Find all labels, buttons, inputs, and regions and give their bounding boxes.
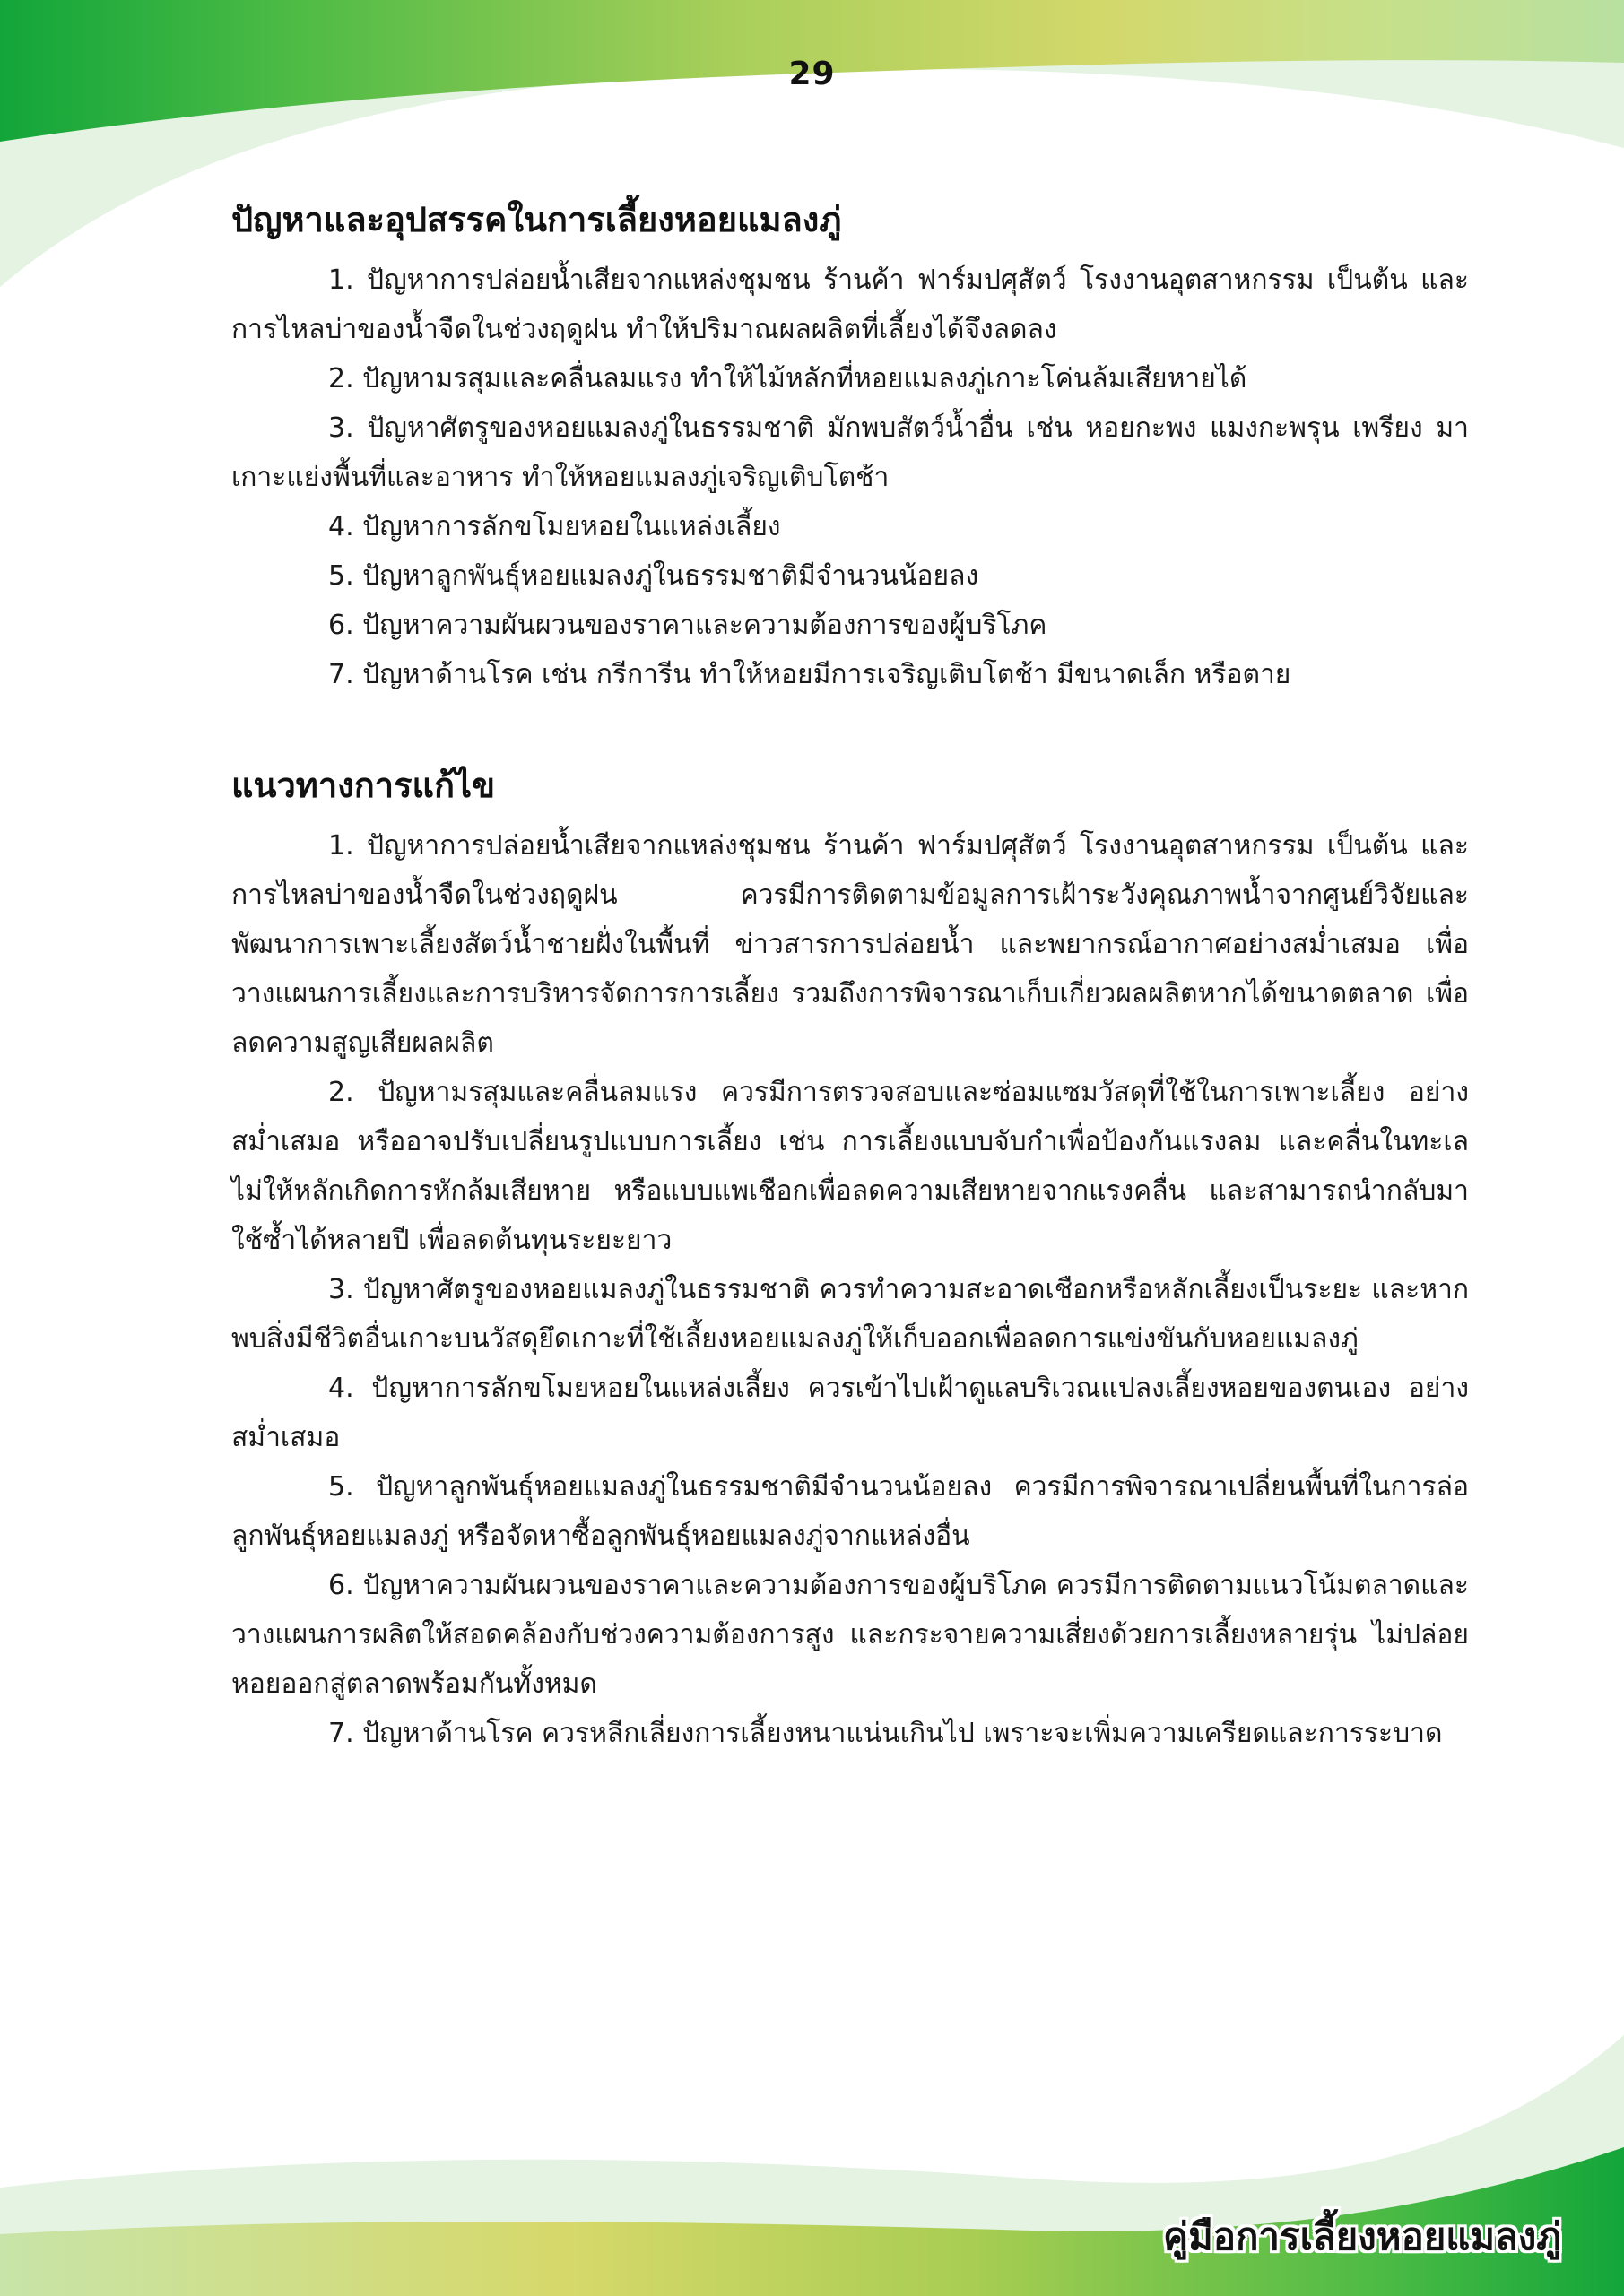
list-item: 6. ปัญหาความผันผวนของราคาและความต้องการของผู้บริโภค ควรมีการติดตามแนวโน้มตลาดและวางแผนการผลิตให้สอดคล้องกับช่วงความต้องการสูง และกระจายความเสี่ยงด้วยการเลี้ยงหลายรุ่น ไม่ปล่อยหอยออกสู่ตลาดพร้อมกันทั้งหมด: [231, 1570, 1469, 1700]
section-title-solutions: แนวทางการแก้ไข: [231, 766, 496, 805]
list-item: 5. ปัญหาลูกพันธุ์หอยแมลงภู่ในธรรมชาติมีจำนวนน้อยลง ควรมีการพิจารณาเปลี่ยนพื้นที่ในการล่อลูกพันธุ์หอยแมลงภู่ หรือจัดหาซื้อลูกพันธุ์หอยแมลงภู่จากแหล่งอื่น: [231, 1471, 1469, 1552]
list-item: 3. ปัญหาศัตรูของหอยแมลงภู่ในธรรมชาติ มักพบสัตว์น้ำอื่น เช่น หอยกะพง แมงกะพรุน เพรียง มาเกาะแย่งพื้นที่และอาหาร ทำให้หอยแมลงภู่เจริญเติบโตช้า: [231, 412, 1469, 493]
list-item: 2. ปัญหามรสุมและคลื่นลมแรง ทำให้ไม้หลักที่หอยแมลงภู่เกาะโค่นล้มเสียหายได้: [328, 363, 1247, 394]
list-item: 2. ปัญหามรสุมและคลื่นลมแรง ควรมีการตรวจสอบและซ่อมแซมวัสดุที่ใช้ในการเพาะเลี้ยง อย่างสม่ำเสมอ หรืออาจปรับเปลี่ยนรูปแบบการเลี้ยง เช่น การเลี้ยงแบบจับกำเพื่อป้องกันแรงลม และคลื่นในทะเล ไม่ให้หลักเกิดการหักล้มเสียหาย หรือแบบแพเชือกเพื่อลดความเสียหายจากแรงคลื่น และสามารถนำกลับมาใช้ซ้ำได้หลายปี เพื่อลดต้นทุนระยะยาว: [231, 1077, 1469, 1256]
document-body: [231, 184, 1469, 1758]
solutions-list: [231, 821, 1469, 1758]
list-item: 6. ปัญหาความผันผวนของราคาและความต้องการของผู้บริโภค: [328, 610, 1047, 641]
list-item: 4. ปัญหาการลักขโมยหอยในแหล่งเลี้ยง: [328, 511, 781, 542]
footer-book-title: คู่มือการเลี้ยงหอยแมลงภู่: [1163, 2214, 1561, 2258]
list-item: 1. ปัญหาการปล่อยน้ำเสียจากแหล่งชุมชน ร้านค้า ฟาร์มปศุสัตว์ โรงงานอุตสาหกรรม เป็นต้น และการไหลบ่าของน้ำจืดในช่วงฤดูฝน ทำให้ปริมาณผลผลิตที่เลี้ยงได้จึงลดลง: [231, 264, 1469, 345]
page-number: 29: [788, 56, 836, 92]
list-item: 7. ปัญหาด้านโรค ควรหลีกเลี่ยงการเลี้ยงหนาแน่นเกินไป เพราะจะเพิ่มความเครียดและการระบาด: [328, 1718, 1443, 1749]
list-item: 4. ปัญหาการลักขโมยหอยในแหล่งเลี้ยง ควรเข้าไปเฝ้าดูแลบริเวณแปลงเลี้ยงหอยของตนเอง อย่างสม่ำเสมอ: [231, 1373, 1469, 1453]
list-item: 7. ปัญหาด้านโรค เช่น กรีการีน ทำให้หอยมีการเจริญเติบโตช้า มีขนาดเล็ก หรือตาย: [328, 659, 1291, 690]
list-item: 1. ปัญหาการปล่อยน้ำเสียจากแหล่งชุมชน ร้านค้า ฟาร์มปศุสัตว์ โรงงานอุตสาหกรรม เป็นต้น และการไหลบ่าของน้ำจืดในช่วงฤดูฝน ควรมีการติดตามข้อมูลการเฝ้าระวังคุณภาพน้ำจากศูนย์วิจัยและพัฒนาการเพาะเลี้ยงสัตว์น้ำชายฝั่งในพื้นที่ ข่าวสารการปล่อยน้ำ และพยากรณ์อากาศอย่างสม่ำเสมอ เพื่อวางแผนการเลี้ยงและการบริหารจัดการการเลี้ยง รวมถึงการพิจารณาเก็บเกี่ยวผลผลิตหากได้ขนาดตลาด เพื่อลดความสูญเสียผลผลิต: [231, 830, 1469, 1059]
section-title-problems: ปัญหาและอุปสรรคในการเลี้ยงหอยแมลงภู่: [231, 200, 842, 239]
problems-list: [231, 256, 1469, 699]
list-item: 5. ปัญหาลูกพันธุ์หอยแมลงภู่ในธรรมชาติมีจำนวนน้อยลง: [328, 560, 979, 592]
list-item: 3. ปัญหาศัตรูของหอยแมลงภู่ในธรรมชาติ ควรทำความสะอาดเชือกหรือหลักเลี้ยงเป็นระยะ และหากพบสิ่งมีชีวิตอื่นเกาะบนวัสดุยึดเกาะที่ใช้เลี้ยงหอยแมลงภู่ให้เก็บออกเพื่อลดการแข่งขันกับหอยแมลงภู่: [231, 1274, 1469, 1355]
